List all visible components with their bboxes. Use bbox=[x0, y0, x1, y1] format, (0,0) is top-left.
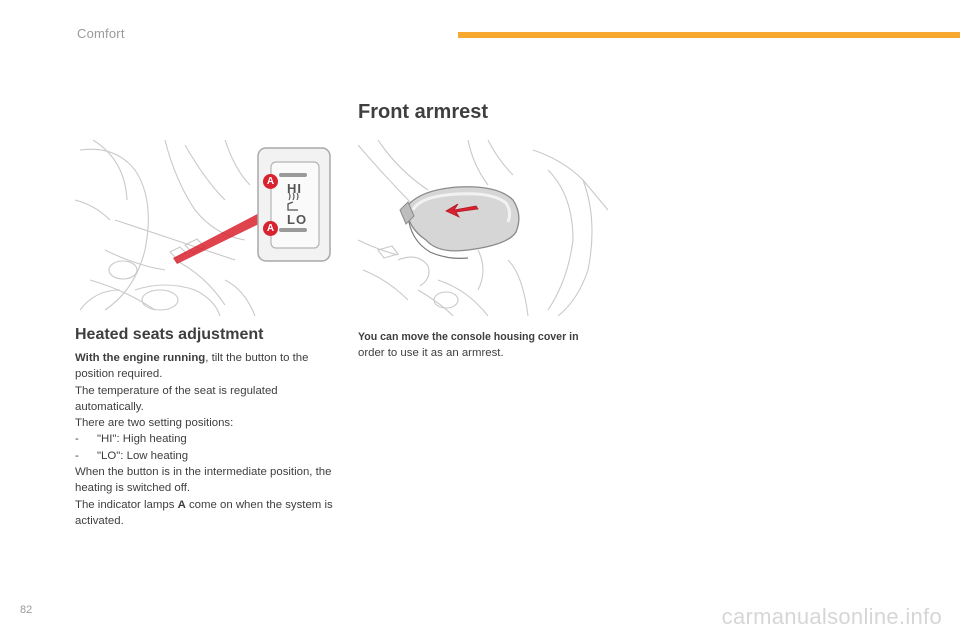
armrest-line-drawing bbox=[358, 140, 610, 316]
armrest-lead: You can move the console housing cover in bbox=[358, 331, 579, 343]
option-text: "LO": Low heating bbox=[97, 449, 189, 462]
heated-seat-switch-illustration bbox=[75, 140, 333, 316]
armrest-rest: order to use it as an armrest. bbox=[358, 347, 504, 360]
heated-seats-title: Heated seats adjustment bbox=[75, 326, 264, 343]
positions-line: There are two setting positions: bbox=[75, 417, 234, 430]
option-lo bbox=[75, 448, 345, 464]
heated-seats-instructions bbox=[75, 350, 345, 529]
section-header-title: Comfort bbox=[77, 26, 125, 41]
lamps-line bbox=[75, 497, 345, 530]
lamps-letter: A bbox=[177, 498, 186, 511]
front-armrest-illustration bbox=[358, 140, 610, 316]
lamps-suffix: come on when the system is activated. bbox=[75, 498, 333, 527]
front-armrest-instructions bbox=[358, 329, 618, 362]
indicator-marker-a-top: A bbox=[263, 174, 278, 189]
engine-running-lead: With the engine running bbox=[75, 352, 206, 364]
option-dash: - bbox=[75, 433, 79, 446]
indicator-marker-a-bottom: A bbox=[263, 221, 278, 236]
intermediate-line: When the button is in the intermediate position, the heating is switched off. bbox=[75, 466, 332, 495]
option-dash: - bbox=[75, 449, 79, 462]
page-number: 82 bbox=[20, 604, 33, 616]
option-text: "HI": High heating bbox=[97, 433, 187, 446]
header-accent-bar bbox=[458, 32, 960, 38]
console-line-drawing bbox=[75, 140, 333, 316]
switch-hi-label: HI bbox=[287, 181, 302, 196]
option-hi bbox=[75, 431, 345, 447]
switch-lo-label: LO bbox=[287, 212, 308, 227]
watermark: carmanualsonline.info bbox=[721, 604, 942, 629]
front-armrest-title: Front armrest bbox=[358, 101, 489, 123]
intro-rest: , tilt the button to the position required. bbox=[75, 352, 309, 381]
regulated-line: The temperature of the seat is regulated automatically. bbox=[75, 384, 278, 413]
intro-paragraph bbox=[75, 350, 345, 383]
lamps-prefix: The indicator lamps bbox=[75, 498, 178, 511]
